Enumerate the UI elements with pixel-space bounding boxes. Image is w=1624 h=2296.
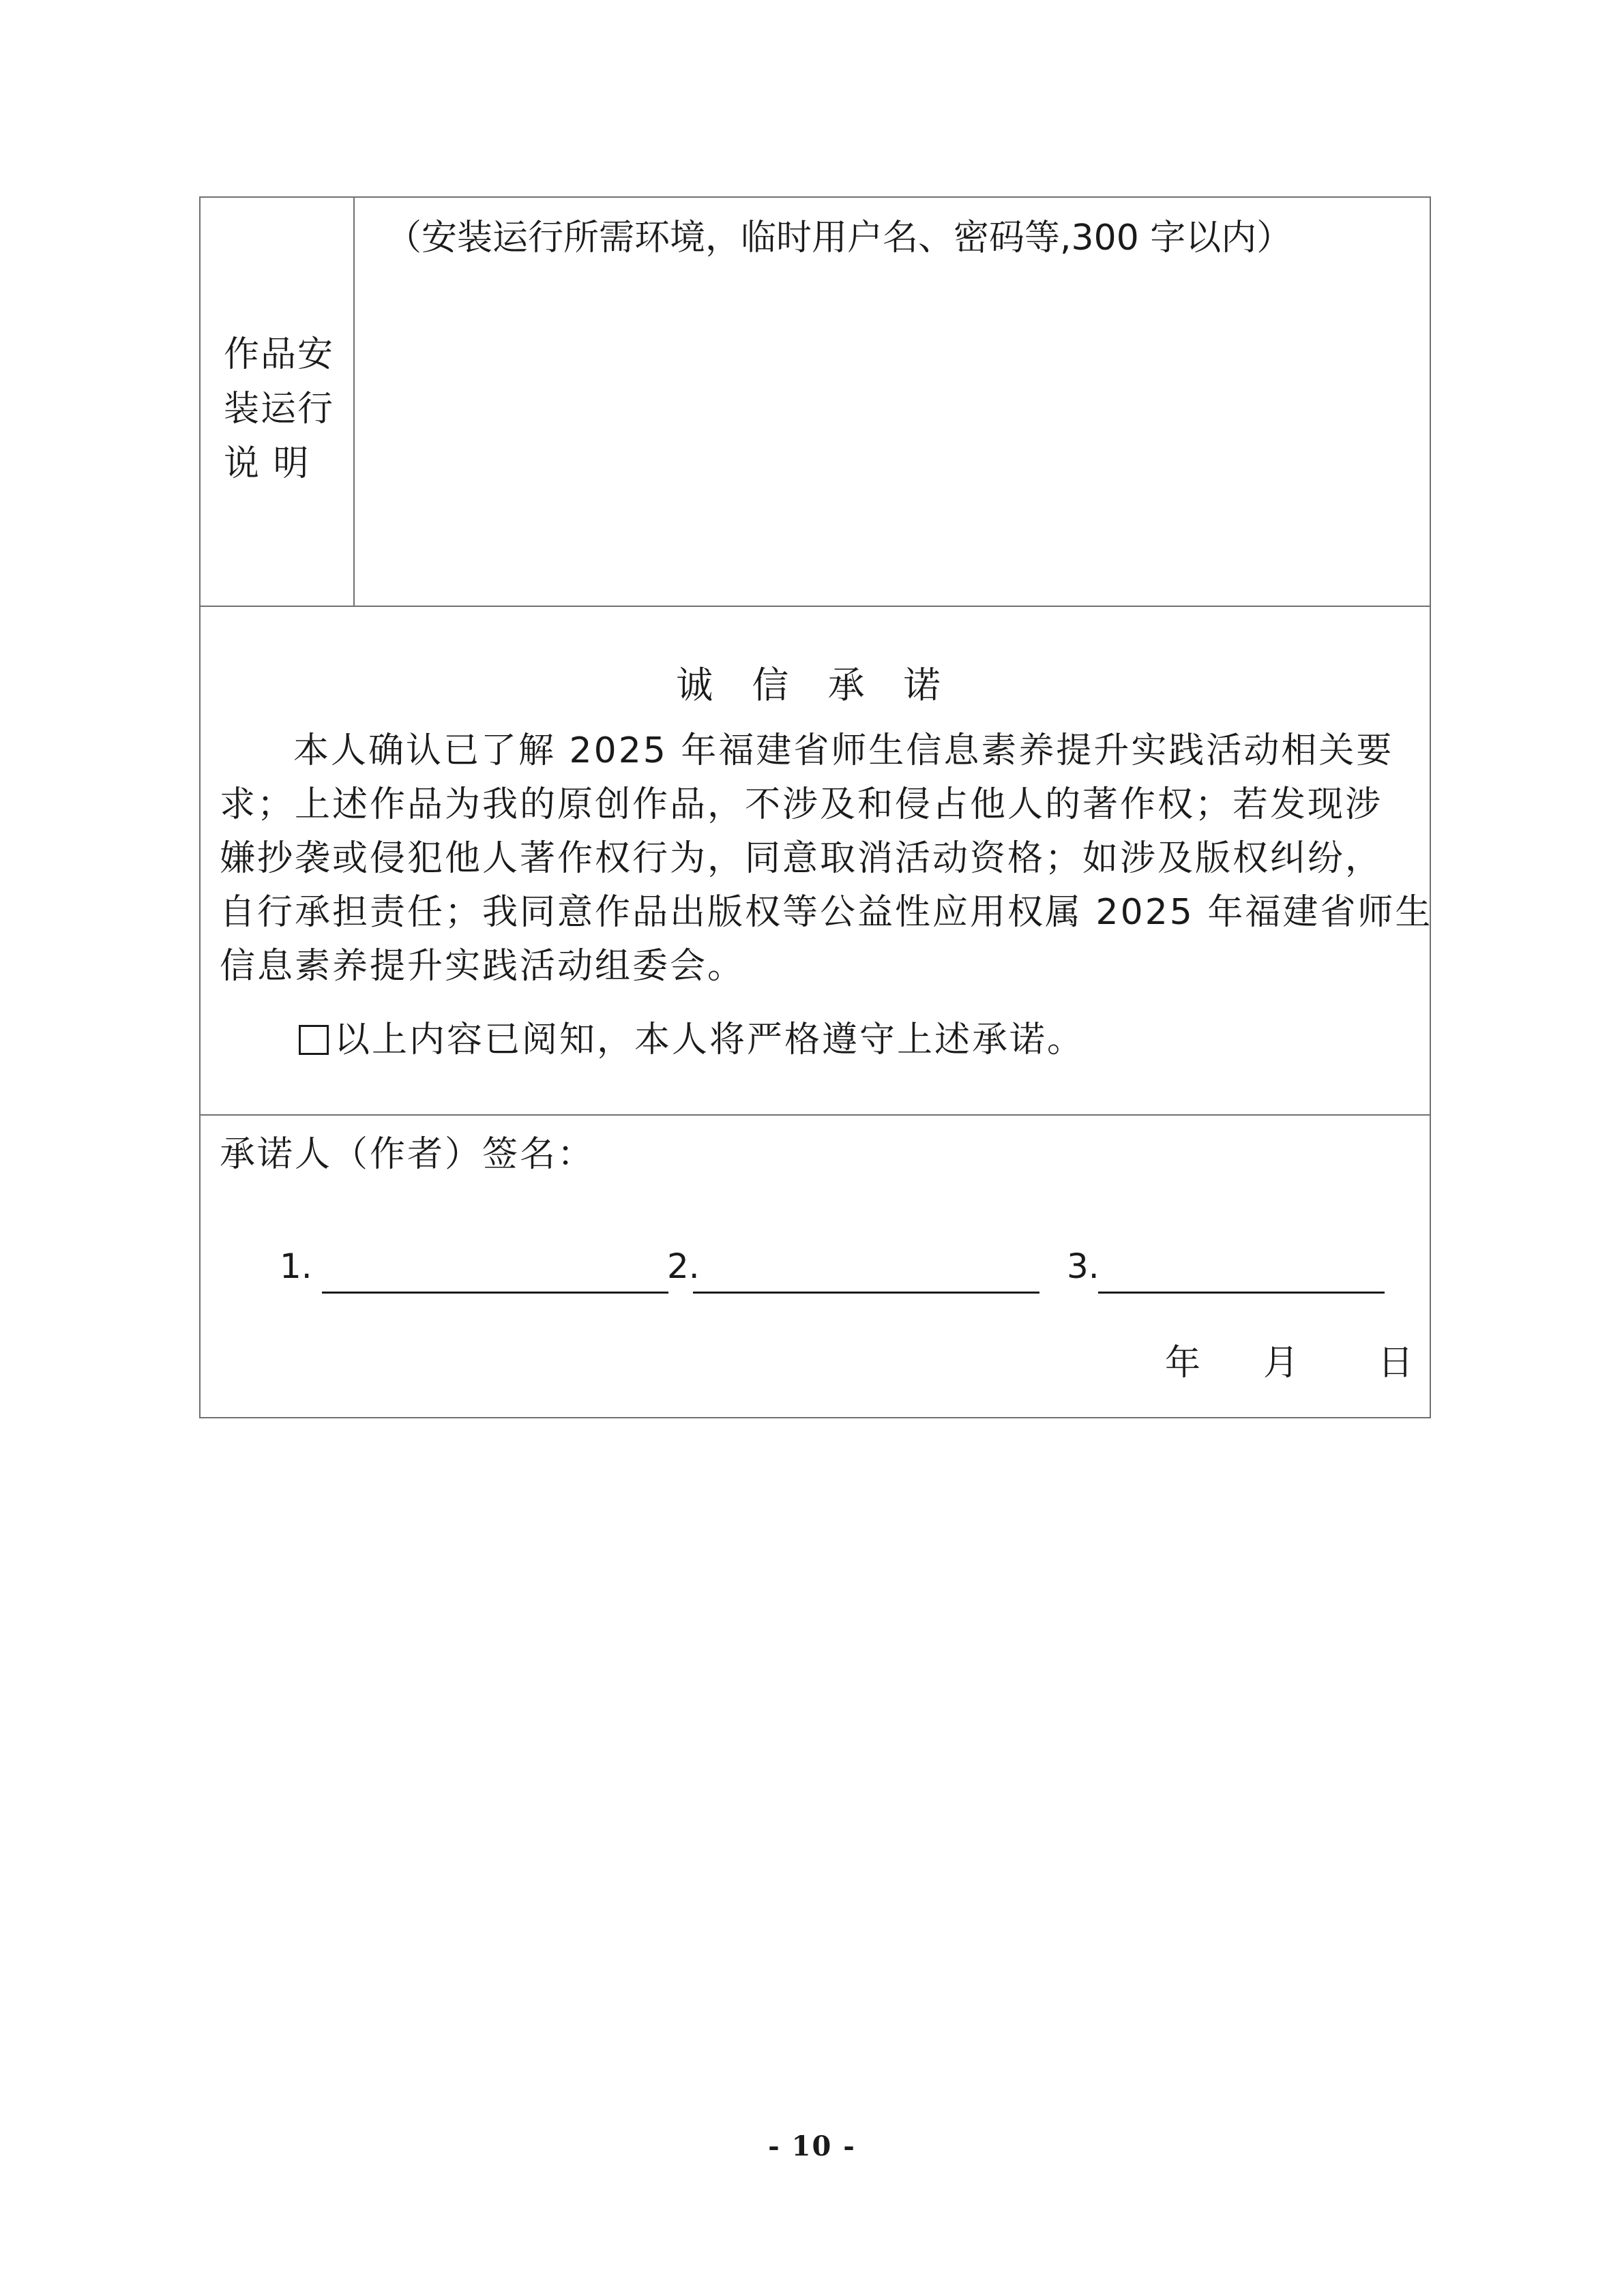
label-line-3: 说 明 xyxy=(224,443,310,484)
pledge-line-1: 本人确认已了解 2025 年福建省师生信息素养提升实践活动相关要 xyxy=(293,730,1394,771)
install-instructions-label xyxy=(224,327,334,491)
signature-number-1: 1. xyxy=(280,1247,312,1286)
signature-number-2: 2. xyxy=(667,1247,700,1286)
signature-field-2[interactable] xyxy=(693,1292,1039,1294)
pledge-line-5: 信息素养提升实践活动组委会。 xyxy=(220,946,745,987)
date-year: 年 xyxy=(1165,1343,1201,1384)
pledge-body xyxy=(220,724,1433,994)
application-form-table xyxy=(199,196,1431,1418)
agree-statement xyxy=(299,1016,1084,1064)
install-instructions-row xyxy=(201,198,1430,607)
install-instructions-field[interactable]: （安装运行所需环境，临时用户名、密码等,300 字以内） xyxy=(386,218,1293,258)
label-line-1: 作品安 xyxy=(224,334,335,375)
pledge-line-3: 嫌抄袭或侵犯他人著作权行为，同意取消活动资格；如涉及版权纠纷， xyxy=(220,838,1383,879)
date-day: 日 xyxy=(1378,1343,1414,1384)
signature-label: 承诺人（作者）签名： xyxy=(220,1134,595,1175)
page-number: - 10 - xyxy=(768,2130,856,2162)
signature-number-3: 3. xyxy=(1067,1247,1099,1286)
date-month: 月 xyxy=(1263,1343,1299,1384)
agree-checkbox[interactable] xyxy=(299,1025,329,1055)
pledge-title: 诚 信 承 诺 xyxy=(676,664,954,706)
pledge-line-4: 自行承担责任；我同意作品出版权等公益性应用权属 2025 年福建省师生 xyxy=(220,892,1433,933)
install-instructions-label-cell xyxy=(201,198,355,606)
signature-field-3[interactable] xyxy=(1098,1292,1385,1294)
agree-text: 以上内容已阅知，本人将严格遵守上述承诺。 xyxy=(334,1019,1085,1060)
label-line-2: 装运行 xyxy=(224,389,335,430)
integrity-pledge-row xyxy=(201,607,1433,1116)
signature-field-1[interactable] xyxy=(322,1292,668,1294)
pledge-line-2: 求；上述作品为我的原创作品，不涉及和侵占他人的著作权；若发现涉 xyxy=(220,784,1383,825)
signature-row xyxy=(201,1116,1430,1418)
